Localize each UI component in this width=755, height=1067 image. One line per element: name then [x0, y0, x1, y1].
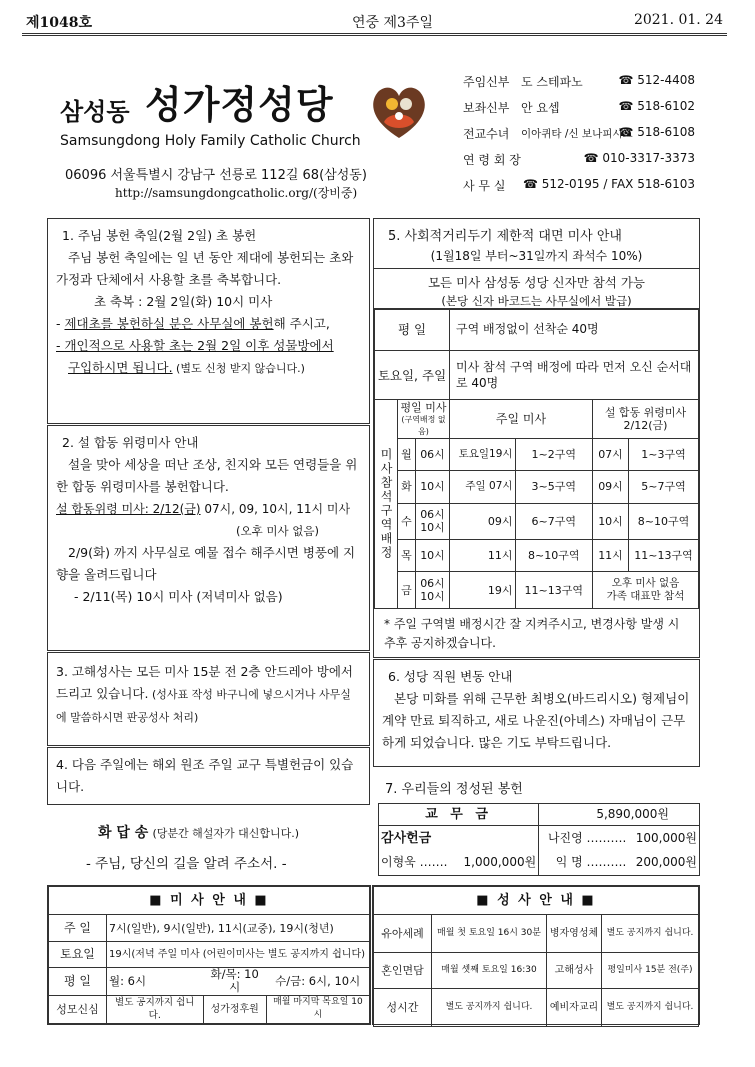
notice-line: (본당 신자 바코드는 사무실에서 발급) — [441, 294, 632, 308]
notice-candle-offering — [47, 218, 370, 424]
weekday-text: 구역 배정없이 선착순 40명 — [450, 310, 699, 351]
mass-times: 매월 마지막 목요일 10시 — [266, 995, 369, 1023]
church-english-name: Samsungdong Holy Family Catholic Church — [60, 133, 361, 149]
offering-title: 7. 우리들의 정성된 봉헌 — [385, 782, 523, 797]
underlined-text: 개인적으로 사용할 초는 2월 2일 이후 성물방에서 — [64, 338, 334, 353]
day-cell: 수 — [398, 503, 416, 540]
staff-name: 이아퀴타 /신 보나피시오 — [521, 128, 633, 140]
mass-guide-title: ■ 미 사 안 내 ■ — [49, 887, 370, 915]
sacrament-time: 매월 셋째 토요일 16:30 — [432, 953, 547, 989]
weekday-time-cell: 10시 — [416, 471, 450, 503]
seol-friday-cell — [593, 572, 699, 609]
sunday-time-cell: 토요일19시 — [450, 439, 516, 471]
sacrament-time: 별도 공지까지 쉽니다. — [432, 989, 547, 1027]
mass-times: 월: 6시 — [107, 968, 204, 995]
offering-deadline: 2/9(화) 까지 사무실로 예물 접수 해주시면 병풍에 지향을 올려드립니다 — [56, 545, 356, 582]
table-row — [375, 471, 699, 503]
top-bar — [22, 10, 727, 36]
staff-phone: ☎ 518-6108 — [618, 125, 695, 139]
notice-special-collection: 4. 다음 주일에는 해외 원조 주일 교구 특별헌금이 있습니다. — [47, 747, 370, 805]
header-sub: (구역배정 없음) — [401, 414, 446, 436]
seol-time-cell: 09시 — [593, 471, 629, 503]
donor-amount: 100,000원 — [628, 826, 699, 851]
donor-name: 이형욱 ……. — [379, 851, 456, 876]
staff-phone: ☎ 010-3317-3373 — [583, 151, 695, 165]
zone-assignment-label: 미사참석구역배정 — [375, 400, 398, 609]
sunday-time-cell: 주일 07시 — [450, 471, 516, 503]
notice-distancing-mass — [373, 218, 700, 658]
sacrament-label: 병자영성체 — [547, 915, 602, 953]
church-address: 06096 서울특별시 강남구 선릉로 112길 68(삼성동) — [65, 168, 367, 183]
donor-amount: 200,000원 — [628, 851, 699, 876]
table-row — [375, 439, 699, 471]
table-row — [375, 540, 699, 572]
table-row — [375, 503, 699, 540]
section-title: 5. 사회적거리두기 제한적 대면 미사 안내 — [388, 229, 622, 244]
staff-role: 보좌신부 — [463, 101, 510, 115]
staff-role: 연 령 회 장 — [463, 153, 521, 167]
psalm-response-text: - 주님, 당신의 길을 알려 주소서. - — [86, 856, 287, 872]
mass-day-label: 토요일 — [49, 941, 107, 967]
text: 해 주시고, — [273, 316, 330, 331]
underlined-text: 설 합동위령 미사: 2/12(금) — [56, 502, 201, 516]
liturgical-week: 연중 제3주일 — [352, 15, 433, 31]
dash: - — [56, 316, 65, 331]
sacrament-guide — [372, 885, 700, 1025]
dash: - — [56, 338, 65, 353]
tithe-value: 5,890,000원 — [539, 804, 700, 826]
notice-staff-change — [373, 659, 700, 767]
donor-amount: 1,000,000원 — [455, 851, 538, 876]
staff-role: 주임신부 — [463, 75, 510, 89]
offering-table — [378, 803, 700, 875]
no-afternoon-mass: (오후 미사 없음) — [236, 524, 319, 538]
mass-times: 19시(저녁 주일 미사 (어린이미사는 별도 공지까지 쉽니다) — [107, 941, 370, 967]
day-cell: 화 — [398, 471, 416, 503]
section-title: 2. 설 합동 위령미사 안내 — [62, 435, 199, 450]
seol-time-cell: 10시 — [593, 503, 629, 540]
sunday-time-cell: 11시 — [450, 540, 516, 572]
seol-time-cell: 07시 — [593, 439, 629, 471]
seol-mass-header — [593, 400, 699, 439]
staff-row — [463, 99, 733, 125]
sacrament-time: 평일미사 15분 전(주) — [602, 953, 699, 989]
weekend-text: 미사 참석 구역 배정에 따라 먼저 오신 순서대로 40명 — [450, 350, 699, 399]
thanks-offering-label: 감사헌금 — [379, 826, 539, 851]
section-title: 1. 주님 봉헌 축일(2월 2일) 초 봉헌 — [62, 228, 257, 243]
header-text: 평일 미사 — [400, 400, 447, 414]
sunday-zone-cell: 8~10구역 — [515, 540, 592, 572]
underlined-text: 구입하시면 됩니다. — [68, 360, 173, 375]
staff-name: 도 스테파노 — [521, 75, 583, 89]
donor-name: 나진영 ………. — [539, 826, 629, 851]
seating-footnote: * 주일 구역별 배정시간 잘 지켜주시고, 변경사항 발생 시 추후 공지하겠습니다. — [384, 617, 680, 650]
mass-day-label: 주 일 — [49, 915, 107, 941]
church-title: 성가정성당 — [145, 83, 334, 127]
header-text: 설 합동 위령미사 — [604, 406, 687, 420]
seating-table — [374, 309, 699, 609]
seol-zone-cell: 8~10구역 — [629, 503, 699, 540]
section-body: 설을 맞아 세상을 떠난 조상, 친지와 모든 연령들을 위한 합동 위령미사를 봉헌합니다. — [56, 457, 358, 494]
donor-name: 익 명 ………. — [539, 851, 629, 876]
section-title: 6. 성당 직원 변동 안내 — [388, 669, 513, 684]
staff-phone: ☎ 518-6102 — [618, 99, 695, 113]
underlined-text: 제대초를 봉헌하실 분은 사무실에 봉헌 — [64, 316, 274, 331]
table-row — [375, 572, 699, 609]
sacrament-label: 고해성사 — [547, 953, 602, 989]
mass-times: 화/목: 10시 — [203, 968, 266, 995]
staff-role: 전교수녀 — [463, 127, 510, 141]
staff-row — [463, 125, 733, 151]
section-header — [374, 219, 699, 269]
text: 07시, 09, 10시, 11시 미사 — [200, 502, 351, 516]
weekday-mass-header — [398, 400, 450, 439]
holy-family-logo-icon — [368, 82, 430, 140]
staff-list — [463, 73, 733, 203]
weekday-time-cell: 06시 — [416, 439, 450, 471]
attendance-notice — [374, 269, 699, 309]
section-body: 주님 봉헌 축일에는 일 년 동안 제대에 봉헌되는 초와 가정과 단체에서 사용할 초를 축복합니다. — [56, 250, 354, 287]
seol-note: 오후 미사 없음 — [611, 577, 680, 590]
sacrament-label: 유아세례 — [374, 915, 432, 953]
staff-role: 사 무 실 — [463, 179, 506, 193]
weekday-label: 평 일 — [375, 310, 450, 351]
church-url[interactable]: http://samsungdongcatholic.org/(장비중) — [115, 186, 358, 200]
notice-line: 모든 미사 삼성동 성당 신자만 참석 가능 — [427, 275, 646, 290]
section-subtitle: (1월18일 부터~31일까지 좌석수 10%) — [430, 249, 643, 263]
staff-row — [463, 177, 733, 203]
mass-guide — [47, 885, 371, 1025]
sacrament-time: 별도 공지까지 쉽니다. — [602, 989, 699, 1027]
weekday-time-cell: 06시 10시 — [416, 572, 450, 609]
note: (별도 신청 받지 않습니다.) — [172, 362, 305, 375]
sunday-zone-cell: 1~2구역 — [515, 439, 592, 471]
day-cell: 금 — [398, 572, 416, 609]
section-body: 3. 고해성사는 모든 미사 15분 전 2층 안드레아 방에서 드리고 있습니다. — [56, 664, 353, 701]
sunday-time-cell: 19시 — [450, 572, 516, 609]
offering-instruction — [56, 313, 361, 335]
staff-phone: ☎ 512-0195 / FAX 518-6103 — [522, 177, 695, 191]
sacrament-label: 예비자교리 — [547, 989, 602, 1027]
mass-times: 별도 공지까지 쉽니다. — [107, 995, 204, 1023]
day-cell: 목 — [398, 540, 416, 572]
staff-phone: ☎ 512-4408 — [618, 73, 695, 87]
feb11-mass: - 2/11(목) 10시 미사 (저녁미사 없음) — [74, 589, 283, 604]
seol-zone-cell: 1~3구역 — [629, 439, 699, 471]
psalm-response-label: 화 답 송 — [98, 825, 149, 841]
mass-day-label: 평 일 — [49, 968, 107, 995]
purchase-instruction — [56, 335, 361, 357]
seol-note: 가족 대표만 참석 — [606, 590, 685, 603]
sacrament-time: 매월 첫 토요일 16시 30분 — [432, 915, 547, 953]
issue-date: 2021. 01. 24 — [633, 12, 723, 28]
issue-number: 제1048호 — [26, 15, 93, 31]
sacrament-guide-title: ■ 성 사 안 내 ■ — [374, 887, 699, 915]
psalm-response-header — [98, 822, 299, 842]
seol-time-cell: 11시 — [593, 540, 629, 572]
mass-day-label: 성모신심 — [49, 995, 107, 1023]
sunday-time-cell: 09시 — [450, 503, 516, 540]
mass-times: 7시(일반), 9시(일반), 11시(교중), 19시(청년) — [107, 915, 370, 941]
seol-zone-cell: 11~13구역 — [629, 540, 699, 572]
note: (성사표 작성 바구니에 넣으시거나 사무실에 말씀하시면 판공성사 처리) — [56, 688, 351, 724]
weekday-time-cell: 06시 10시 — [416, 503, 450, 540]
candle-blessing-time: 초 축복 : 2월 2일(화) 10시 미사 — [94, 294, 273, 309]
psalm-response-note: (당분간 해설자가 대신합니다.) — [152, 827, 300, 840]
section-body: 본당 미화를 위해 근무한 최병오(바드리시오) 형제님이 계약 만료 퇴직하고, 새로 나운진(아녜스) 자매님이 근무하게 되었습니다. 많은 기도 부탁드립니다. — [382, 691, 690, 750]
sacrament-label: 성시간 — [374, 989, 432, 1027]
mass-times: 성가정후원 — [203, 995, 266, 1023]
purchase-instruction-cont — [56, 357, 361, 380]
staff-name: 안 요셉 — [521, 101, 560, 115]
sacrament-time: 별도 공지까지 쉽니다. — [602, 915, 699, 953]
place-name: 삼성동 — [60, 98, 130, 126]
notice-confession — [47, 652, 370, 746]
weekend-label: 토요일, 주일 — [375, 350, 450, 399]
memorial-mass-time — [56, 498, 361, 520]
sunday-zone-cell: 6~7구역 — [515, 503, 592, 540]
mass-times: 수/금: 6시, 10시 — [266, 968, 369, 995]
staff-row — [463, 151, 733, 177]
tithe-label: 교 무 금 — [379, 804, 539, 826]
sunday-zone-cell: 3~5구역 — [515, 471, 592, 503]
sacrament-label: 혼인면담 — [374, 953, 432, 989]
day-cell: 월 — [398, 439, 416, 471]
staff-row — [463, 73, 733, 99]
header-sub: 2/12(금) — [623, 419, 668, 433]
seol-zone-cell: 5~7구역 — [629, 471, 699, 503]
notice-seol-memorial-mass — [47, 425, 370, 651]
sunday-zone-cell: 11~13구역 — [515, 572, 592, 609]
weekday-time-cell: 10시 — [416, 540, 450, 572]
sunday-mass-header: 주일 미사 — [450, 400, 593, 439]
